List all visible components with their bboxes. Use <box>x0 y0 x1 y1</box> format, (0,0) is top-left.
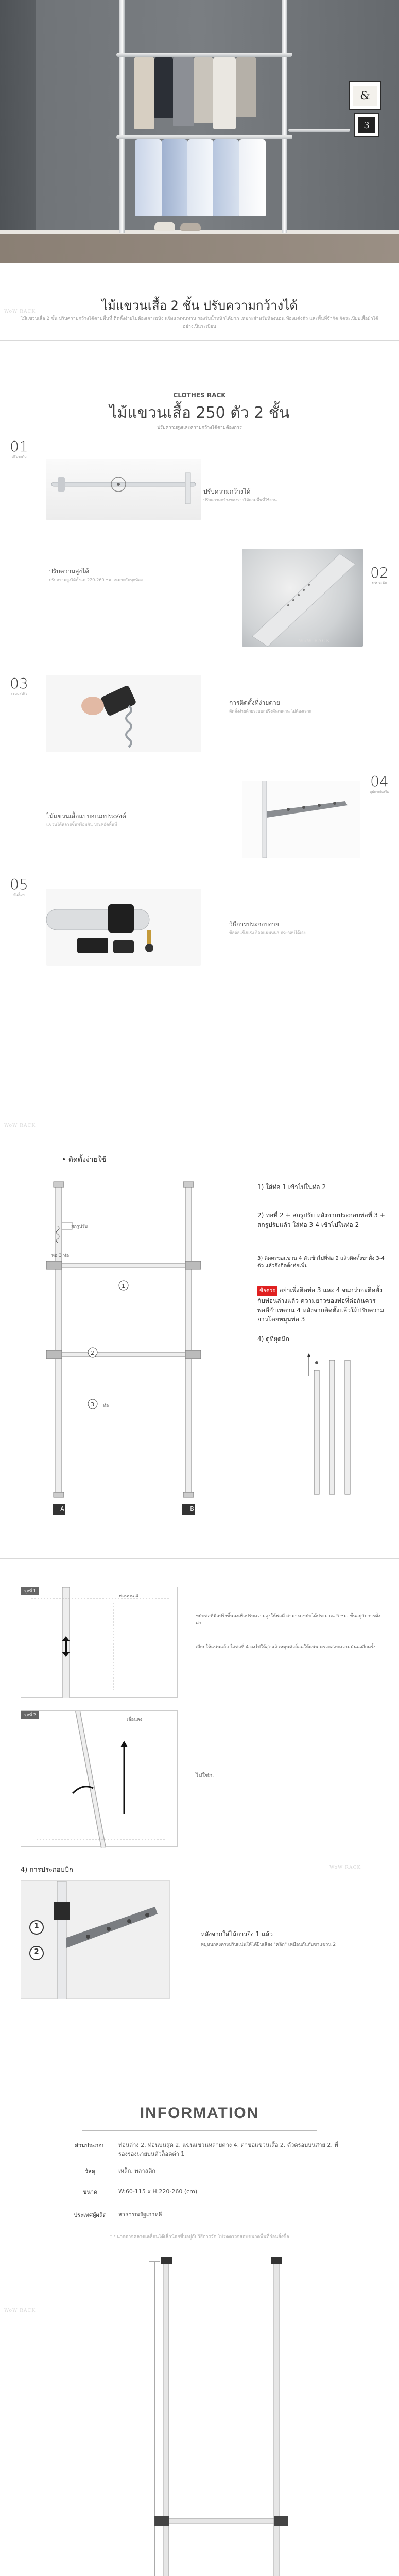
spring-illustration <box>46 675 201 752</box>
install-warning <box>257 1285 386 1324</box>
info-value: W:60-115 x H:220-260 (cm) <box>118 2188 198 2195</box>
shoes <box>180 223 201 231</box>
shirt <box>239 139 266 216</box>
detail-1-text-2: เสียบให้แน่นแล้ว ใส่ท่อที่ 4 ลงไปให้สุดแล้วหมุนตัวล็อคให้แน่น ตรวจสอบความมั่นคงอีกครั้ง <box>196 1645 376 1650</box>
detail-2-tag: จุดที่ 2 <box>21 1711 39 1719</box>
watermark: WoW RACK <box>329 1865 361 1870</box>
info-row-composition <box>62 2141 340 2158</box>
watermark: WoW RACK <box>4 2308 36 2313</box>
assembly-text-2: หมุนบกลงตรงปรับแน่นให้ได้ยินเสียง "คลิก" เหมือนกันกับขาแขวน 2 <box>201 1942 336 1947</box>
product-subtitle: ปรับความสูงและความกว้างได้ตามต้องการ <box>157 425 242 430</box>
feature-03-caption-sub: ติดตั้งง่ายด้วยระบบสปริงดันเพดาน ไม่ต้องเจาะ <box>229 709 311 714</box>
rack-side-arm <box>288 129 350 132</box>
detail-1-text-1: ขยับท่อที่มีสปริงขึ้นลงเพื่อปรับความสูงให้พอดี สามารถขยับได้ประมาณ 5 ซม. ขึ้นอยู่กับการตั้งค่า <box>196 1614 380 1626</box>
info-row-size <box>62 2187 340 2196</box>
feature-04-caption: ไม้แขวนเสื้อแบบอเนกประสงค์ <box>46 812 126 820</box>
divider <box>0 340 399 341</box>
shirt <box>213 139 239 216</box>
feature-05-number <box>6 876 32 897</box>
shirt <box>135 139 162 216</box>
rack-pole-left <box>119 0 125 233</box>
feature-01-number <box>6 438 32 460</box>
feature-05-caption: วิธีการประกอบง่าย <box>229 921 279 928</box>
watermark: WoW RACK <box>299 639 331 644</box>
feature-number-sub: ระบบสปริง <box>10 692 28 696</box>
diagram-label-a: A <box>60 1505 64 1512</box>
feature-04-photo <box>242 781 360 858</box>
assembly-heading: 4) การประกอบบีก <box>21 1866 73 1874</box>
feature-number: 05 <box>10 876 28 893</box>
feature-number-sub: ปรับระดับ <box>11 455 27 459</box>
install-heading: • ติดตั้งง่ายใช้ <box>62 1156 107 1164</box>
wall-frame <box>355 114 378 136</box>
info-row-origin <box>62 2210 340 2219</box>
info-row-material <box>62 2166 340 2176</box>
shirt <box>187 139 213 216</box>
feature-01-photo <box>46 459 201 520</box>
install-step-4: 4) ดูที่ยุดมีก <box>257 1335 289 1343</box>
detail-1-tag: จุดที่ 1 <box>21 1587 39 1595</box>
feature-number: 03 <box>10 675 28 692</box>
information-note: * ขนาดอาจคลาดเคลื่อนได้เล็กน้อยขึ้นอยู่กับวิธีการวัด โปรดตรวจสอบขนาดพื้นที่ก่อนสั่งซื้อ <box>110 2234 289 2240</box>
rack-bar-lower <box>116 135 292 139</box>
frame-text: 3 <box>363 120 370 131</box>
rack-bar-illustration <box>46 459 201 520</box>
feature-03-caption: การติดตั้งที่ง่ายดาย <box>229 699 280 706</box>
diagram-label-pipe: ท่อ 3 ท่อ <box>51 1253 70 1258</box>
diagram-label-hook: สกรูปรับ <box>71 1224 88 1229</box>
feature-number: 01 <box>10 438 28 455</box>
feature-number: 04 <box>370 773 389 790</box>
floor <box>0 234 399 263</box>
feature-04-number <box>367 773 392 794</box>
feature-01-caption: ปรับความกว้างได้ <box>203 488 251 495</box>
feature-number: 02 <box>370 564 389 581</box>
info-value: ท่อนล่าง 2, ท่อนบนสุด 2, แขนแขวนหลายตาง 4, ตาขอแขวนเสื้อ 2, ตัวครอบบนสาย 2, ที่รองรองน่ายบนตัวล็อคต่า 1 <box>118 2142 338 2157</box>
assembly-text-1: หลังจากใส่ไม้ถาวยิ่ง 1 แล้ว <box>201 1930 273 1938</box>
detail-2-box <box>21 1710 178 1847</box>
intro-title: ไม้แขวนเสื้อ 2 ชั้น ปรับความกว้างได้ <box>101 298 298 313</box>
garment <box>236 57 256 117</box>
product-title: ไม้แขวนเสื้อ 250 ตัว 2 ชั้น <box>109 404 290 422</box>
svg-text:2: 2 <box>91 1350 94 1357</box>
product-label: CLOTHES RACK <box>173 392 226 399</box>
frame-text: & <box>360 89 370 103</box>
detail-2-illustration <box>21 1711 178 1848</box>
info-divider <box>82 2130 317 2131</box>
svg-text:1: 1 <box>122 1283 125 1290</box>
feature-02-photo <box>242 549 363 647</box>
watermark: WoW RACK <box>4 309 36 314</box>
pole-closeup <box>242 549 363 647</box>
warning-text: อย่าเพิ่งติดท่อ 3 และ 4 จนกว่าจะติดตั้งกับท่อนล่างแล้ว ความยาวของท่อที่ต่อกันควรพอดีกับเพดาน 4 หลังจากติดตั้งแล้วให้ปรับความยาวโดยหมุนท่อ 3 <box>257 1286 384 1323</box>
detail-2-label: เลื่อนลง <box>127 1717 143 1722</box>
assembly-num-1: 1 <box>34 1922 39 1930</box>
detail-1-box <box>21 1587 178 1698</box>
warning-badge: ข้อควร <box>257 1286 277 1296</box>
feature-02-caption-sub: ปรับความสูงได้ตั้งแต่ 220-260 ซม. เหมาะกับทุกห้อง <box>49 578 143 582</box>
assembly-num-2: 2 <box>34 1948 39 1956</box>
info-key: วัสดุ <box>84 2168 96 2175</box>
svg-text:3: 3 <box>91 1401 94 1408</box>
feature-03-number <box>6 675 32 697</box>
hanger-arm-illustration <box>242 781 360 858</box>
info-value: สาธารณรัฐเกาหลี <box>118 2211 162 2218</box>
feature-03-photo <box>46 675 201 752</box>
detail-1-label: ท่อนบน 4 <box>119 1594 138 1599</box>
rack-pole-right <box>282 0 287 233</box>
assembly-illustration <box>21 1881 170 1999</box>
diagram-label-b: B <box>190 1505 194 1512</box>
feature-05-photo <box>46 889 201 966</box>
watermark: WoW RACK <box>4 1123 36 1128</box>
hero-photo <box>0 0 399 263</box>
feature-04-caption-sub: แขวนได้หลายชิ้นพร้อมกัน ประหยัดพื้นที่ <box>46 822 117 827</box>
install-diagram <box>31 1175 227 1525</box>
wardrobe-door <box>0 0 36 230</box>
feature-02-number <box>367 564 392 586</box>
install-heading-text: ติดตั้งง่ายใช้ <box>68 1156 107 1164</box>
shirt <box>162 139 187 216</box>
install-step-3: 3) ติดตะขอแขวน 4 ตัวเข้าไปที่ท่อ 2 แล้วติดตั้งขาตั้ง 3-4 ตัว แล้วจึงติดตั้งท่อเพิ่ม <box>257 1256 385 1269</box>
feature-number-sub: ตัวล็อค <box>13 893 25 897</box>
diagram-label-pipe2: ท่อ <box>103 1403 109 1409</box>
info-key: ขนาด <box>82 2189 98 2195</box>
wall-frame <box>350 82 380 109</box>
feature-number-sub: อุปกรณ์เสริม <box>369 790 390 794</box>
install-step-2: 2) ท่อที่ 2 + สกรูปรับ หลังจากประกอบท่อที่ 3 + สกรูปรับแล้ว ใส่ท่อ 3-4 เข้าไปในท่อ 2 <box>257 1212 385 1228</box>
detail-2-text: ไม่ใช่ก. <box>196 1772 214 1779</box>
assembly-photo <box>21 1880 170 1999</box>
garment <box>173 57 194 126</box>
garment <box>134 57 154 129</box>
install-step-1: 1) ใส่ท่อ 1 เข้าไปในท่อ 2 <box>257 1183 326 1191</box>
info-key: ประเทศผู้ผลิต <box>74 2212 107 2218</box>
rack-bar-upper <box>116 53 292 57</box>
divider <box>0 1558 399 1559</box>
garment <box>194 57 213 123</box>
garment <box>213 57 236 129</box>
info-value: เหล็ก, พลาสติก <box>118 2167 156 2174</box>
shoes <box>154 222 175 231</box>
dimension-drawing <box>0 2257 399 2576</box>
intro-subtitle: ไม้แขวนเสื้อ 2 ชั้น ปรับความกว้างได้ตามพื้นที่ ติดตั้งง่ายไม่ต้องเจาะผนัง แข็งแรงทนทาน รองรับน้ำหนักได้มาก เหมาะสำหรับห้องนอน ห้องแต่งตัว และพื้นที่จำกัด จัดระเบียบเสื้อผ้าได้อย่างเป็นระเบียบ <box>21 316 378 329</box>
pipe-parts-illustration <box>304 1350 366 1504</box>
detail-1-illustration <box>21 1587 178 1698</box>
feature-number-sub: ปรับระดับ <box>372 581 387 585</box>
feature-01-caption-sub: ปรับความกว้างของราวได้ตามพื้นที่ใช้งาน <box>203 498 277 502</box>
information-title: INFORMATION <box>140 2105 259 2122</box>
feature-02-caption: ปรับความสูงได้ <box>49 568 90 575</box>
garment <box>154 57 173 118</box>
info-key: ส่วนประกอบ <box>75 2142 106 2149</box>
connector-illustration <box>46 889 201 966</box>
feature-05-caption-sub: ข้อต่อแข็งแรง ล็อคแน่นหนา ประกอบได้เอง <box>229 930 306 935</box>
